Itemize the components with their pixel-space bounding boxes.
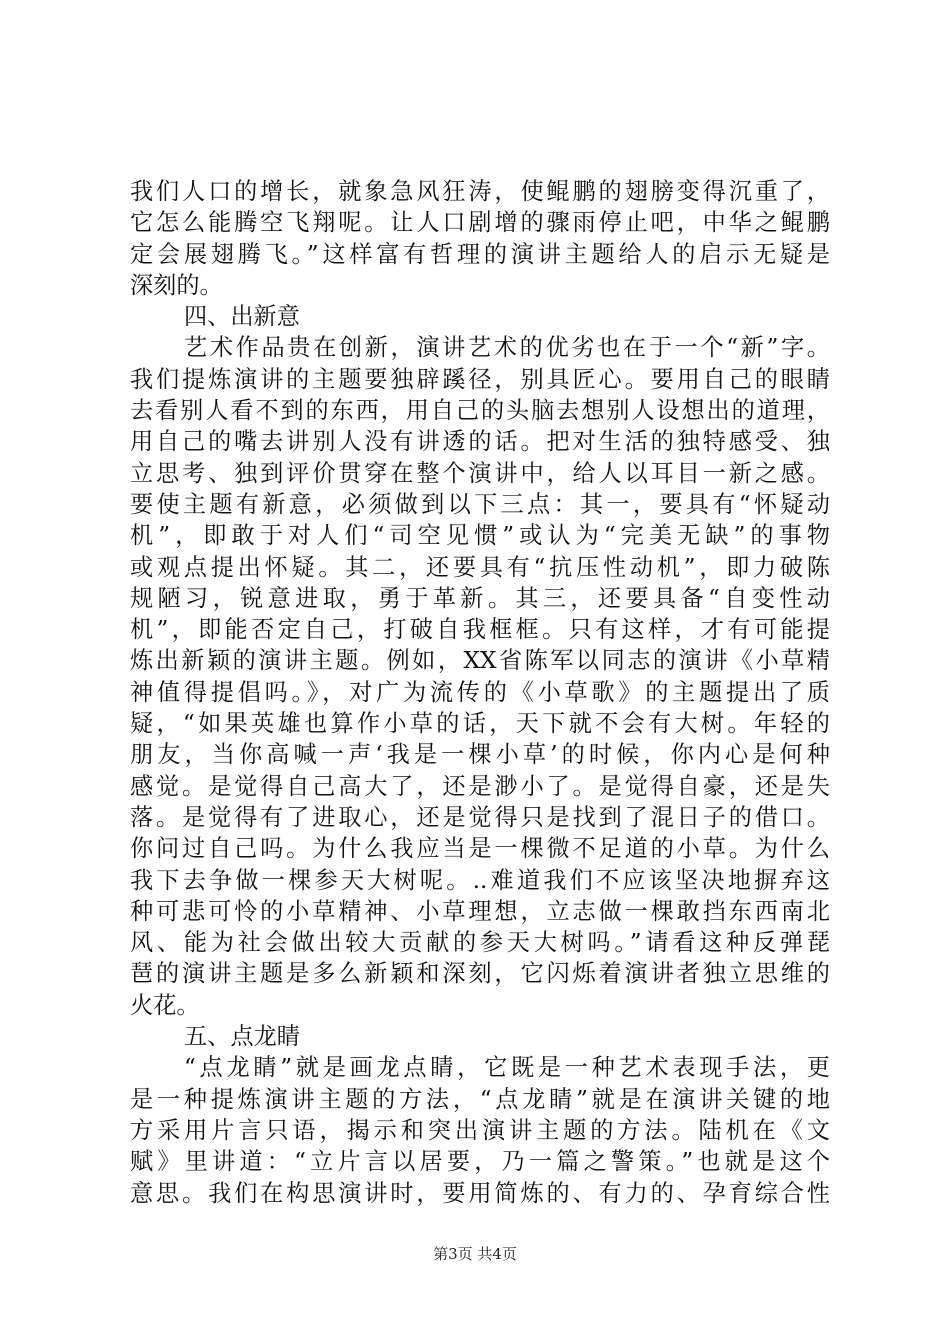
text-line: 机”，即敢于对人们“司空见惯”或认为“完美无缺”的事物 bbox=[130, 522, 830, 550]
text-line: 朋友，当你高喊一声‘我是一棵小草’的时候，你内心是何种 bbox=[130, 741, 830, 769]
text-line: 意思。我们在构思演讲时，要用简炼的、有力的、孕育综合性 bbox=[130, 1179, 830, 1207]
page-number-footer: 第3页 共4页 bbox=[433, 1245, 517, 1263]
text-line: 赋》里讲道：“立片言以居要，乃一篇之警策。”也就是这个 bbox=[130, 1148, 830, 1176]
text-line: 我们提炼演讲的主题要独辟蹊径，别具匠心。要用自己的眼睛 bbox=[130, 365, 830, 393]
text-line: 风、能为社会做出较大贡献的参天大树吗。”请看这种反弹琵 bbox=[130, 929, 830, 957]
text-line: 感觉。是觉得自己高大了，还是渺小了。是觉得自豪，还是失 bbox=[130, 772, 830, 800]
text-line: 方采用片言只语，揭示和突出演讲主题的方法。陆机在《文 bbox=[130, 1116, 830, 1144]
text-line: 要使主题有新意，必须做到以下三点：其一，要具有“怀疑动 bbox=[130, 490, 830, 518]
text-line: 种可悲可怜的小草精神、小草理想，立志做一棵敢挡东西南北 bbox=[130, 897, 830, 925]
text-line: 神值得提倡吗。》，对广为流传的《小草歌》的主题提出了质 bbox=[130, 678, 830, 706]
text-line: 火花。 bbox=[130, 991, 200, 1019]
text-line: 它怎么能腾空飞翔呢。让人口剧增的骤雨停止吧，中华之鲲鹏 bbox=[130, 209, 830, 237]
text-line: 琶的演讲主题是多么新颖和深刻，它闪烁着演讲者独立思维的 bbox=[130, 960, 830, 988]
text-line: 落。是觉得有了进取心，还是觉得只是找到了混日子的借口。 bbox=[130, 803, 830, 831]
text-line: 或观点提出怀疑。其二，还要具有“抗压性动机”，即力破陈 bbox=[130, 553, 830, 581]
text-line: 定会展翅腾飞。”这样富有哲理的演讲主题给人的启示无疑是 bbox=[130, 240, 830, 268]
text-line: 你问过自己吗。为什么我应当是一棵微不足道的小草。为什么 bbox=[130, 835, 830, 863]
text-line: 炼出新颖的演讲主题。例如，XX省陈军以同志的演讲《小草精 bbox=[130, 647, 830, 675]
text-line: 去看别人看不到的东西，用自己的头脑去想别人设想出的道理， bbox=[130, 397, 830, 425]
section-heading: 四、出新意 bbox=[184, 303, 300, 331]
text-line: 机”，即能否定自己，打破自我框框。只有这样，才有可能提 bbox=[130, 616, 830, 644]
text-line: “点龙睛”就是画龙点睛，它既是一种艺术表现手法，更 bbox=[184, 1054, 830, 1082]
text-line: 疑，“如果英雄也算作小草的话，天下就不会有大树。年轻的 bbox=[130, 710, 830, 738]
text-line: 我下去争做一棵参天大树呢。..难道我们不应该坚决地摒弃这 bbox=[130, 866, 830, 894]
text-line: 艺术作品贵在创新，演讲艺术的优劣也在于一个“新”字。 bbox=[184, 334, 830, 362]
text-line: 立思考、独到评价贯穿在整个演讲中，给人以耳目一新之感。 bbox=[130, 459, 830, 487]
text-line: 规陋习，锐意进取，勇于革新。其三，还要具备“自变性动 bbox=[130, 584, 830, 612]
section-heading: 五、点龙睛 bbox=[184, 1023, 300, 1051]
text-line: 我们人口的增长，就象急风狂涛，使鲲鹏的翅膀变得沉重了， bbox=[130, 178, 830, 205]
text-line: 用自己的嘴去讲别人没有讲透的话。把对生活的独特感受、独 bbox=[130, 428, 830, 456]
document-body bbox=[130, 176, 830, 1209]
text-line: 深刻的。 bbox=[130, 271, 223, 299]
text-line: 是一种提炼演讲主题的方法，“点龙睛”就是在演讲关键的地 bbox=[130, 1085, 830, 1113]
